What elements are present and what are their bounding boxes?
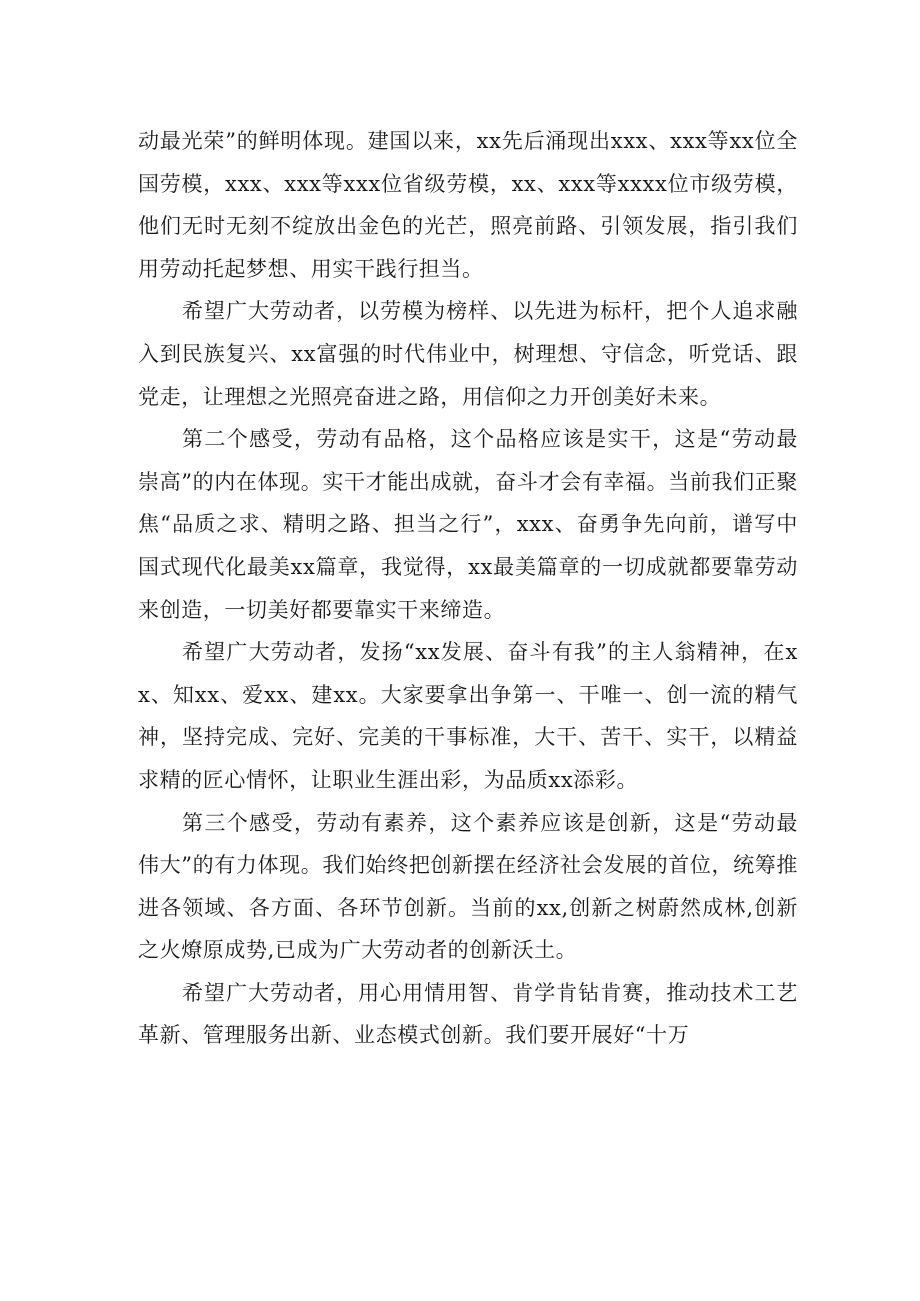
- paragraph-3: 第二个感受，劳动有品格，这个品格应该是实干，这是“劳动最崇高”的内在体现。实干才能出成就，奋斗才会有幸福。当前我们正聚焦“品质之求、精明之路、担当之行”，xxx、奋勇争先向前，谱写中国式现代化最美xx篇章，我觉得，xx最美篇章的一切成就都要靠劳动来创造，一切美好都要靠实干来缔造。: [138, 427, 798, 622]
- paragraph-4: 希望广大劳动者，发扬“xx发展、奋斗有我”的主人翁精神，在xx、知xx、爱xx、建xx。大家要拿出争第一、干唯一、创一流的精气神，坚持完成、完好、完美的干事标准，大干、苦干、实干，以精益求精的匠心情怀，让职业生涯出彩，为品质xx添彩。: [138, 640, 798, 792]
- paragraph-2: 希望广大劳动者，以劳模为榜样、以先进为标杆，把个人追求融入到民族复兴、xx富强的时代伟业中，树理想、守信念，听党话、跟党走，让理想之光照亮奋进之路，用信仰之力开创美好未来。: [138, 299, 798, 409]
- document-page: [138, 120, 798, 1057]
- paragraph-6: 希望广大劳动者，用心用情用智、肯学肯钻肯赛，推动技术工艺革新、管理服务出新、业态模式创新。我们要开展好“十万: [138, 980, 798, 1048]
- paragraph-5: 第三个感受，劳动有素养，这个素养应该是创新，这是“劳动最伟大”的有力体现。我们始终把创新摆在经济社会发展的首位，统筹推进各领域、各方面、各环节创新。当前的xx,创新之树蔚然成林,创新之火燎原成势,已成为广大劳动者的创新沃土。: [138, 810, 798, 963]
- paragraph-1: 动最光荣”的鲜明体现。建国以来，xx先后涌现出xxx、xxx等xx位全国劳模，xxx、xxx等xxx位省级劳模，xx、xxx等xxxx位市级劳模，他们无时无刻不绽放出金色的光芒，照亮前路、引领发展，指引我们用劳动托起梦想、用实干践行担当。: [138, 129, 798, 281]
